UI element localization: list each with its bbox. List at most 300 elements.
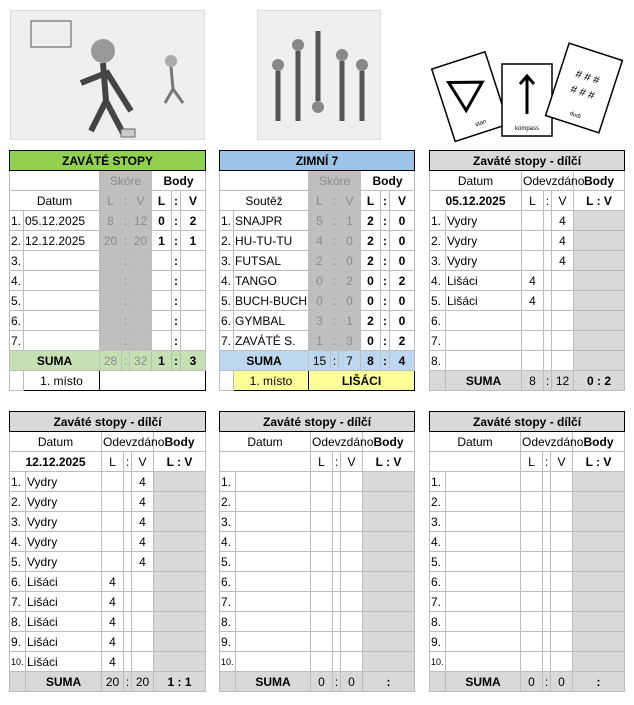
col-l: L xyxy=(361,191,381,211)
sep: : xyxy=(122,351,130,371)
body-v: 0 xyxy=(390,311,415,331)
score-l[interactable]: 3 xyxy=(309,311,331,331)
body-lv xyxy=(574,191,625,211)
dilci-table-1 xyxy=(429,150,625,391)
team-cell[interactable] xyxy=(446,632,521,652)
count-v[interactable]: 4 xyxy=(552,251,574,271)
row-number: 6. xyxy=(430,311,446,331)
table-row xyxy=(430,612,625,632)
count-v[interactable]: 4 xyxy=(132,552,154,572)
team-cell[interactable] xyxy=(236,592,311,612)
suma-body-l: 1 xyxy=(167,674,175,689)
count-l[interactable] xyxy=(521,592,543,612)
table-row xyxy=(220,552,415,572)
count-l[interactable] xyxy=(522,351,544,371)
col-v: V xyxy=(552,191,574,211)
team-cell[interactable]: Vydry xyxy=(26,472,102,492)
body-l: 2 xyxy=(361,231,381,251)
col-l: L xyxy=(375,454,383,469)
svg-text:# # #: # # # xyxy=(568,83,596,103)
row-number: 2. xyxy=(430,231,446,251)
suma-row xyxy=(430,672,625,692)
row-number: 2. xyxy=(220,492,236,512)
dilci-table-4 xyxy=(429,411,625,692)
count-l[interactable] xyxy=(521,552,543,572)
date-cell[interactable]: 05.12.2025 xyxy=(24,211,100,231)
count-l[interactable] xyxy=(521,652,543,672)
body-v: 2 xyxy=(390,271,415,291)
count-v[interactable] xyxy=(341,612,363,632)
count-l[interactable] xyxy=(521,472,543,492)
score-v[interactable] xyxy=(130,311,152,331)
team-cell[interactable] xyxy=(236,472,311,492)
suma-body-v: 4 xyxy=(390,351,415,371)
row-number: 3. xyxy=(430,512,446,532)
col-l: L xyxy=(586,193,594,208)
col-header: Datum xyxy=(430,432,521,452)
body-v: 0 xyxy=(390,251,415,271)
count-v[interactable] xyxy=(341,592,363,612)
score-v[interactable]: 0 xyxy=(339,291,361,311)
sep: : xyxy=(124,672,132,692)
row-number: 2. xyxy=(10,492,26,512)
col-sep: : xyxy=(596,193,601,208)
count-l[interactable]: 4 xyxy=(102,572,124,592)
row-number: 1. xyxy=(430,472,446,492)
count-l[interactable] xyxy=(522,211,544,231)
date-cell[interactable] xyxy=(24,331,100,351)
count-l[interactable] xyxy=(102,532,124,552)
count-v[interactable] xyxy=(551,552,573,572)
date-value[interactable]: 05.12.2025 xyxy=(430,191,522,211)
score-l[interactable] xyxy=(100,251,122,271)
score-v[interactable] xyxy=(130,291,152,311)
suma-body-v: 2 xyxy=(604,373,612,388)
row-number: 7. xyxy=(10,331,24,351)
suma-l: 20 xyxy=(102,672,124,692)
team-cell[interactable]: Vydry xyxy=(446,211,522,231)
suma-body-l: 0 xyxy=(586,373,594,388)
team-cell[interactable]: Lišáci xyxy=(26,632,102,652)
count-l[interactable] xyxy=(311,612,333,632)
col-sep: : xyxy=(177,454,182,469)
suma-body xyxy=(574,371,625,391)
col-header: Body xyxy=(573,432,625,452)
date-cell[interactable] xyxy=(24,251,100,271)
body-v: 2 xyxy=(181,211,206,231)
suma-row xyxy=(10,351,206,371)
col-sep: : xyxy=(122,191,130,211)
score-l[interactable]: 1 xyxy=(309,331,331,351)
count-v[interactable] xyxy=(132,572,154,592)
row-number: 7. xyxy=(220,592,236,612)
score-l[interactable]: 0 xyxy=(309,291,331,311)
team-cell[interactable] xyxy=(446,612,521,632)
score-l[interactable] xyxy=(100,311,122,331)
count-l[interactable] xyxy=(311,632,333,652)
score-l[interactable] xyxy=(100,291,122,311)
score-v[interactable]: 1 xyxy=(339,311,361,331)
svg-text:stan: stan xyxy=(474,118,488,129)
score-l[interactable] xyxy=(100,331,122,351)
count-l[interactable] xyxy=(521,532,543,552)
count-v[interactable] xyxy=(551,492,573,512)
body-l: 0 xyxy=(361,331,381,351)
col-sep: : xyxy=(544,191,552,211)
count-l[interactable] xyxy=(102,512,124,532)
row-number: 5. xyxy=(10,552,26,572)
sep: : xyxy=(544,371,552,391)
count-l[interactable]: 4 xyxy=(102,652,124,672)
team-cell[interactable] xyxy=(236,652,311,672)
game-cell[interactable]: ZAVÁTÉ S. xyxy=(234,331,309,351)
sep: : xyxy=(331,251,339,271)
body-l: 2 xyxy=(361,311,381,331)
suma-score-v: 7 xyxy=(339,351,361,371)
sep: : xyxy=(331,311,339,331)
team-cell[interactable]: Lišáci xyxy=(26,592,102,612)
row-number: 2. xyxy=(220,231,234,251)
game-cell[interactable]: FUTSAL xyxy=(234,251,309,271)
row-number: 1. xyxy=(10,472,26,492)
table-row xyxy=(430,251,625,271)
table-row xyxy=(220,231,415,251)
count-v[interactable]: 4 xyxy=(132,512,154,532)
table-row xyxy=(10,472,206,492)
table-row xyxy=(10,552,206,572)
row-number: 2. xyxy=(10,231,24,251)
team-cell[interactable]: Vydry xyxy=(26,512,102,532)
score-l[interactable]: 20 xyxy=(100,231,122,251)
row-number: 2. xyxy=(430,492,446,512)
svg-text:kompass: kompass xyxy=(514,126,540,132)
row-number: 6. xyxy=(10,572,26,592)
count-l[interactable]: 4 xyxy=(102,612,124,632)
date-cell[interactable] xyxy=(24,271,100,291)
team-cell[interactable]: Lišáci xyxy=(26,652,102,672)
count-v[interactable] xyxy=(341,532,363,552)
cards-drawing-icon xyxy=(432,36,622,141)
count-v[interactable] xyxy=(132,652,154,672)
game-cell[interactable]: GYMBAL xyxy=(234,311,309,331)
score-v[interactable]: 0 xyxy=(339,231,361,251)
sep: : xyxy=(122,271,130,291)
count-v[interactable] xyxy=(552,351,574,371)
col-v: V xyxy=(390,191,415,211)
col-header: Skóre xyxy=(309,171,361,191)
body-l xyxy=(152,331,172,351)
table-row xyxy=(220,291,415,311)
row-number: 10. xyxy=(430,652,446,672)
count-v[interactable] xyxy=(132,632,154,652)
col-v: V xyxy=(130,191,152,211)
game-cell[interactable]: SNAJPR xyxy=(234,211,309,231)
suma-l: 8 xyxy=(522,371,544,391)
suma-label: SUMA xyxy=(26,672,102,692)
score-v[interactable]: 2 xyxy=(339,271,361,291)
count-l[interactable] xyxy=(311,512,333,532)
table-row xyxy=(10,211,206,231)
sep: : xyxy=(331,211,339,231)
col-sep: : xyxy=(124,452,132,472)
suma-label: SUMA xyxy=(10,351,100,371)
count-v[interactable]: 4 xyxy=(132,472,154,492)
count-v[interactable] xyxy=(551,652,573,672)
suma-score-l: 15 xyxy=(309,351,331,371)
count-l[interactable] xyxy=(102,472,124,492)
count-v[interactable] xyxy=(552,331,574,351)
sep: : xyxy=(597,373,602,388)
body-l xyxy=(152,291,172,311)
count-v[interactable] xyxy=(552,271,574,291)
date-value[interactable] xyxy=(220,452,311,472)
body-v: 0 xyxy=(390,211,415,231)
table-row xyxy=(10,532,206,552)
count-l[interactable]: 4 xyxy=(522,271,544,291)
row-number: 5. xyxy=(430,291,446,311)
count-v[interactable] xyxy=(551,592,573,612)
score-l[interactable]: 5 xyxy=(309,211,331,231)
count-v[interactable] xyxy=(552,311,574,331)
sep: : xyxy=(172,311,181,331)
count-v[interactable] xyxy=(341,492,363,512)
date-cell[interactable] xyxy=(24,291,100,311)
cards-drawing xyxy=(432,36,622,141)
team-cell[interactable] xyxy=(236,552,311,572)
row-number: 7. xyxy=(430,331,446,351)
body-v: 0 xyxy=(390,291,415,311)
count-l[interactable] xyxy=(521,632,543,652)
count-v[interactable] xyxy=(551,532,573,552)
date-cell[interactable]: 12.12.2025 xyxy=(24,231,100,251)
sep: : xyxy=(381,211,390,231)
count-v[interactable]: 4 xyxy=(132,532,154,552)
col-l: L xyxy=(311,452,333,472)
count-l[interactable] xyxy=(522,231,544,251)
score-v[interactable]: 1 xyxy=(339,211,361,231)
count-l[interactable] xyxy=(102,552,124,572)
sep: : xyxy=(331,291,339,311)
score-v[interactable] xyxy=(130,251,152,271)
team-cell[interactable]: Vydry xyxy=(26,532,102,552)
team-cell[interactable] xyxy=(446,572,521,592)
body-v xyxy=(181,331,206,351)
table-title: ZIMNÍ 7 xyxy=(220,151,415,171)
count-v[interactable]: 4 xyxy=(552,211,574,231)
col-sep: : xyxy=(596,454,601,469)
count-v[interactable] xyxy=(341,652,363,672)
team-cell[interactable] xyxy=(446,652,521,672)
team-cell[interactable] xyxy=(446,552,521,572)
count-v[interactable] xyxy=(552,291,574,311)
date-cell[interactable] xyxy=(24,311,100,331)
row-number: 7. xyxy=(430,592,446,612)
count-l[interactable] xyxy=(311,552,333,572)
table-row xyxy=(220,532,415,552)
count-l[interactable] xyxy=(521,492,543,512)
count-v[interactable] xyxy=(341,512,363,532)
count-l[interactable] xyxy=(522,311,544,331)
row-number: 6. xyxy=(430,572,446,592)
count-v[interactable] xyxy=(341,552,363,572)
suma-score-l: 28 xyxy=(100,351,122,371)
svg-text:dudi: dudi xyxy=(568,110,582,121)
count-l[interactable] xyxy=(102,492,124,512)
suma-body-v: 3 xyxy=(181,351,206,371)
row-number: 9. xyxy=(220,632,236,652)
team-cell[interactable] xyxy=(236,512,311,532)
team-cell[interactable] xyxy=(446,311,522,331)
count-l[interactable]: 4 xyxy=(102,632,124,652)
team-cell[interactable] xyxy=(446,351,522,371)
table-row xyxy=(220,632,415,652)
count-l[interactable] xyxy=(311,572,333,592)
count-v[interactable] xyxy=(551,632,573,652)
team-cell[interactable]: Lišáci xyxy=(26,572,102,592)
row-number: 1. xyxy=(220,472,236,492)
body-v: 2 xyxy=(390,331,415,351)
team-cell[interactable] xyxy=(236,632,311,652)
team-cell[interactable]: Vydry xyxy=(26,492,102,512)
count-v[interactable] xyxy=(551,612,573,632)
team-cell[interactable]: Vydry xyxy=(446,231,522,251)
count-v[interactable] xyxy=(341,572,363,592)
table-row xyxy=(430,271,625,291)
team-cell[interactable]: Vydry xyxy=(26,552,102,572)
sep: : xyxy=(381,311,390,331)
table-row xyxy=(430,472,625,492)
count-v[interactable] xyxy=(341,632,363,652)
count-v[interactable] xyxy=(132,592,154,612)
table-row xyxy=(220,251,415,271)
count-l[interactable] xyxy=(521,512,543,532)
count-v[interactable] xyxy=(551,572,573,592)
col-header: Body xyxy=(154,432,206,452)
row-number: 9. xyxy=(430,632,446,652)
count-l[interactable] xyxy=(522,331,544,351)
team-cell[interactable]: Vydry xyxy=(446,251,522,271)
count-l[interactable] xyxy=(311,652,333,672)
team-cell[interactable] xyxy=(446,512,521,532)
score-l[interactable] xyxy=(100,271,122,291)
date-value[interactable] xyxy=(430,452,521,472)
count-l[interactable] xyxy=(311,492,333,512)
count-v[interactable]: 4 xyxy=(552,231,574,251)
col-l: L xyxy=(166,454,174,469)
game-cell[interactable]: TANGO xyxy=(234,271,309,291)
col-l: L xyxy=(102,452,124,472)
team-cell[interactable]: Lišáci xyxy=(446,291,522,311)
sep: : xyxy=(172,351,181,371)
suma-body xyxy=(154,672,206,692)
sep: : xyxy=(122,311,130,331)
team-cell[interactable] xyxy=(446,492,521,512)
table-row xyxy=(10,652,206,672)
col-header: Body xyxy=(361,171,415,191)
col-header: Datum xyxy=(10,432,102,452)
score-v[interactable]: 20 xyxy=(130,231,152,251)
suma-l: 0 xyxy=(311,672,333,692)
score-l[interactable]: 8 xyxy=(100,211,122,231)
table-row xyxy=(430,512,625,532)
score-l[interactable]: 4 xyxy=(309,231,331,251)
sep: : xyxy=(172,271,181,291)
count-l[interactable]: 4 xyxy=(522,291,544,311)
row-number: 5. xyxy=(10,291,24,311)
col-header: Datum xyxy=(10,191,100,211)
count-v[interactable] xyxy=(341,472,363,492)
row-number: 5. xyxy=(220,291,234,311)
team-cell[interactable] xyxy=(236,572,311,592)
count-v[interactable] xyxy=(132,612,154,632)
score-l[interactable]: 2 xyxy=(309,251,331,271)
count-l[interactable] xyxy=(311,592,333,612)
group-drawing-icon xyxy=(258,11,380,139)
team-cell[interactable] xyxy=(446,331,522,351)
game-cell[interactable]: HU-TU-TU xyxy=(234,231,309,251)
suma-row xyxy=(10,672,206,692)
team-cell[interactable] xyxy=(446,532,521,552)
count-v[interactable] xyxy=(551,512,573,532)
table-row xyxy=(430,311,625,331)
boy-drawing-icon xyxy=(11,11,204,139)
score-v[interactable]: 12 xyxy=(130,211,152,231)
count-l[interactable] xyxy=(522,251,544,271)
count-l[interactable]: 4 xyxy=(102,592,124,612)
date-value[interactable]: 12.12.2025 xyxy=(10,452,102,472)
misto-row xyxy=(10,371,206,391)
table-row xyxy=(430,552,625,572)
team-cell[interactable] xyxy=(446,592,521,612)
team-cell[interactable]: Lišáci xyxy=(26,612,102,632)
score-v[interactable]: 0 xyxy=(339,251,361,271)
sep: : xyxy=(177,674,182,689)
table-row xyxy=(10,572,206,592)
count-v[interactable]: 4 xyxy=(132,492,154,512)
body-l: 2 xyxy=(361,211,381,231)
body-v xyxy=(181,311,206,331)
table-row xyxy=(10,231,206,251)
col-header: Odevzdáno xyxy=(102,432,154,452)
score-v[interactable] xyxy=(130,271,152,291)
count-l[interactable] xyxy=(521,612,543,632)
body-l xyxy=(152,311,172,331)
sep: : xyxy=(122,251,130,271)
body-lv xyxy=(154,452,206,472)
suma-v: 0 xyxy=(341,672,363,692)
count-v[interactable] xyxy=(551,472,573,492)
team-cell[interactable] xyxy=(236,492,311,512)
suma-v: 20 xyxy=(132,672,154,692)
team-cell[interactable] xyxy=(446,472,521,492)
table-row xyxy=(430,231,625,251)
team-cell[interactable] xyxy=(236,612,311,632)
score-l[interactable]: 0 xyxy=(309,271,331,291)
table-row xyxy=(10,592,206,612)
table-row xyxy=(220,331,415,351)
row-number: 4. xyxy=(10,532,26,552)
game-cell[interactable]: BUCH-BUCH xyxy=(234,291,309,311)
col-header: Soutěž xyxy=(220,191,309,211)
col-sep: : xyxy=(386,454,391,469)
score-v[interactable] xyxy=(130,331,152,351)
count-l[interactable] xyxy=(521,572,543,592)
count-l[interactable] xyxy=(311,472,333,492)
score-v[interactable]: 3 xyxy=(339,331,361,351)
team-cell[interactable]: Lišáci xyxy=(446,271,522,291)
team-cell[interactable] xyxy=(236,532,311,552)
count-l[interactable] xyxy=(311,532,333,552)
